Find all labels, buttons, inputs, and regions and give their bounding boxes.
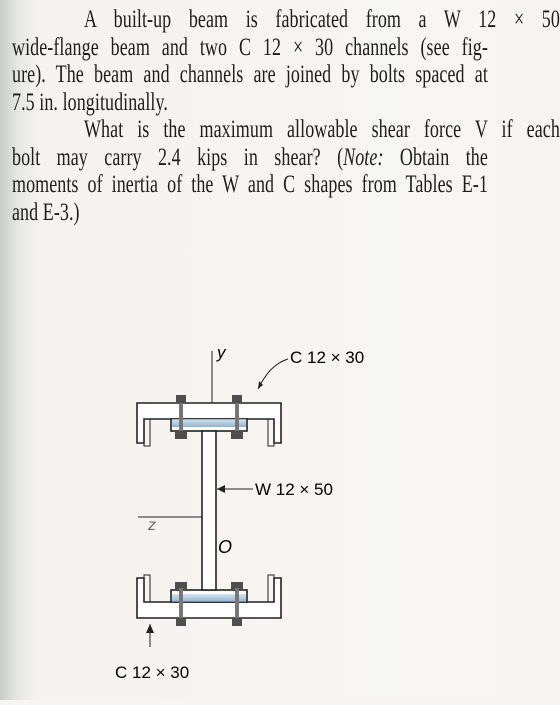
bottom-right-bolt-shank: [235, 588, 239, 618]
bottom-bolt-band: [172, 594, 246, 602]
beam-figure: [110, 335, 390, 700]
problem-line-7: moments of inertia of the W and C shapes from Tables E-1: [12, 171, 488, 198]
top-right-bolt-shank: [235, 403, 239, 433]
bottom-left-bolt-shank: [179, 588, 183, 618]
origin-label: O: [218, 537, 233, 557]
bottom-channel-right-flange: [268, 575, 274, 602]
problem-line-1: A built-up beam is fabricated from a W 12 × 50: [84, 6, 560, 33]
bottom-channel-arrowhead: [146, 624, 154, 633]
top-right-bolt-nut: [231, 431, 243, 439]
problem-statement: [12, 6, 560, 226]
problem-note-label: Note:: [343, 143, 384, 171]
y-axis-label: y: [217, 343, 226, 362]
problem-line-2: wide-flange beam and two C 12 × 30 channels (see fig-: [12, 33, 488, 61]
top-channel-left-flange: [144, 419, 150, 446]
top-left-bolt-head: [176, 395, 186, 403]
z-axis-label: z: [148, 517, 156, 534]
w-beam-arrowhead: [217, 485, 225, 493]
problem-line-3: ure). The beam and channels are joined by bolts spaced at: [12, 61, 488, 88]
top-left-bolt-nut: [175, 431, 187, 439]
problem-line-4: 7.5 in. longitudinally.: [12, 88, 168, 116]
bottom-channel-label: C 12 × 30: [115, 663, 190, 682]
problem-line-5: What is the maximum allowable shear force V if each: [84, 116, 560, 143]
top-channel-label: C 12 × 30: [290, 348, 365, 367]
problem-line-8: and E-3.): [12, 198, 80, 226]
w-beam-label: W 12 × 50: [255, 480, 333, 499]
top-left-bolt-shank: [179, 403, 183, 433]
top-right-bolt-head: [232, 395, 242, 403]
beam-diagram: [110, 335, 390, 700]
problem-text-obtain: Obtain the: [383, 143, 488, 171]
bottom-left-bolt-head: [176, 618, 186, 626]
w-beam-web: [202, 431, 216, 590]
top-channel-right-flange: [268, 419, 274, 446]
problem-line-6: [12, 144, 488, 172]
bottom-channel-left-flange: [144, 575, 150, 602]
top-bolt-band: [172, 419, 246, 427]
bottom-right-bolt-head: [232, 618, 242, 626]
problem-text-bolt: bolt may carry 2.4 kips in shear? (: [12, 143, 344, 171]
